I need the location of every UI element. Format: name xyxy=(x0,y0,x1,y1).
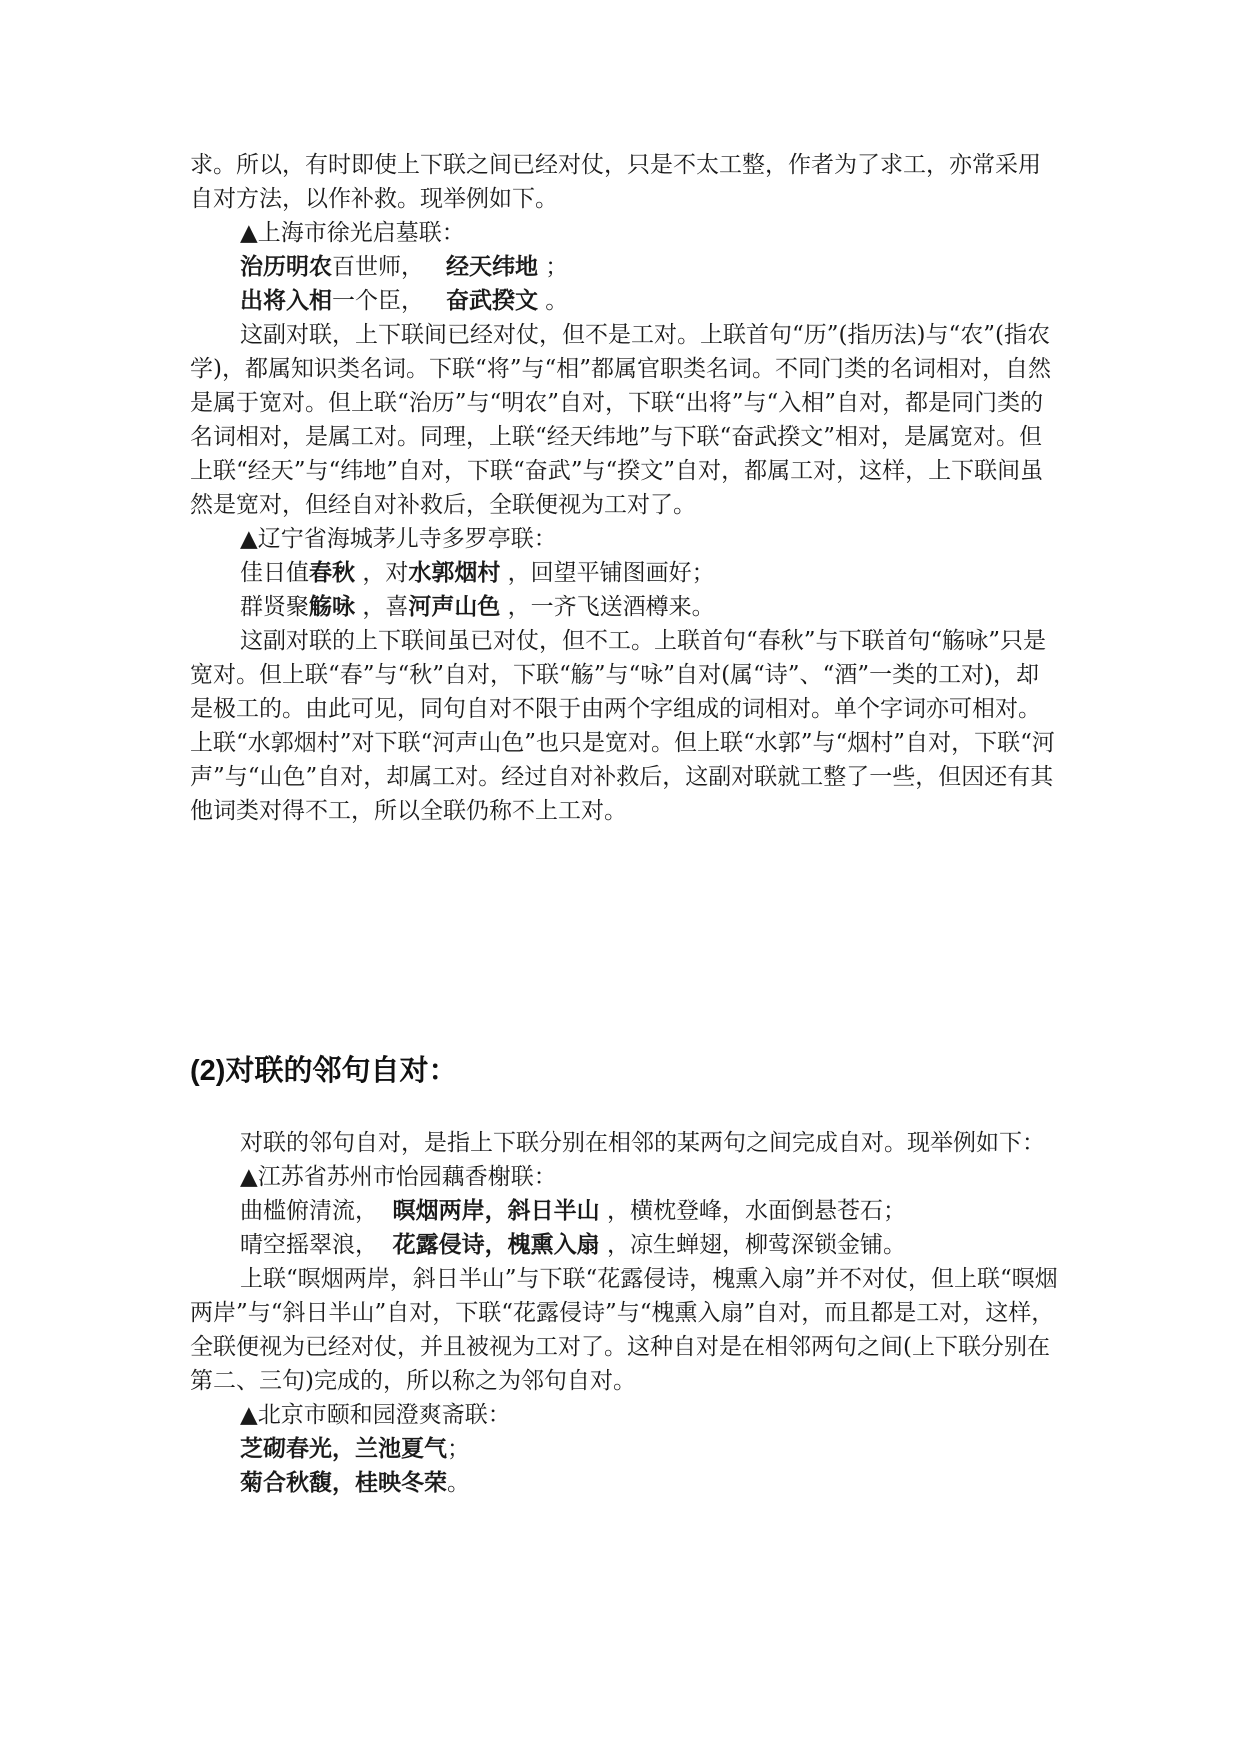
section-2-intro: 对联的邻句自对，是指上下联分别在相邻的某两句之间完成自对。现举例如下： xyxy=(240,1130,1045,1156)
couplet-2-upper-a: 佳日值 xyxy=(240,560,309,586)
couplet-3-lower-c: ，凉生蝉翅，柳莺深锁金铺。 xyxy=(606,1232,906,1258)
couplet-2-upper-bold-d: 水郭烟村 xyxy=(408,560,501,586)
couplet-3-upper-c: ，横枕登峰，水面倒悬苍石； xyxy=(606,1198,906,1224)
couplet-3-upper xyxy=(190,1194,1060,1228)
example-3-explanation: 上联“暝烟两岸，斜日半山”与下联“花露侵诗，槐熏入扇”并不对仗，但上联“暝烟两岸”与“斜日半山”自对，下联“花露侵诗”与“槐熏入扇”自对，而且都是工对，这样，全联便视为已经对仗，并且被视为工对了。这种自对是在相邻两句之间(上下联分别在第二、三句)完成的，所以称之为邻句自对。 xyxy=(190,1266,1058,1394)
couplet-1-upper-plain-b: 百世师， xyxy=(332,254,424,280)
intro-paragraph: 求。所以，有时即使上下联之间已经对仗，只是不太工整，作者为了求工，亦常采用自对方法，以作补救。现举例如下。 xyxy=(190,152,1041,212)
section-2-heading: (2)对联的邻句自对： xyxy=(190,1055,458,1087)
couplet-2-lower-bold-d: 河声山色 xyxy=(408,594,501,620)
couplet-2-upper xyxy=(190,556,1060,590)
couplet-3-lower-bold-b: 花露侵诗，槐熏入扇 xyxy=(392,1232,600,1258)
couplet-1-lower-bold-c: 奋武揆文 xyxy=(445,288,538,314)
couplet-3-lower-a: 晴空摇翠浪， xyxy=(240,1232,378,1258)
couplet-1-upper xyxy=(190,250,1060,284)
couplet-1-lower-plain-b: 一个臣， xyxy=(332,288,424,314)
couplet-4-upper-b: ； xyxy=(447,1436,470,1462)
couplet-2-upper-bold-b: 春秋 xyxy=(309,560,355,586)
couplet-1-lower xyxy=(190,284,1060,318)
couplet-3-upper-a: 曲槛俯清流， xyxy=(240,1198,378,1224)
example-2-title: ▲辽宁省海城茅儿寺多罗亭联： xyxy=(240,526,557,552)
couplet-1-lower-bold-a: 出将入相 xyxy=(240,288,332,314)
couplet-4-lower-bold-a: 菊合秋馥，桂映冬荣 xyxy=(240,1470,447,1496)
couplet-3-upper-bold-b: 暝烟两岸，斜日半山 xyxy=(392,1198,600,1224)
section-1 xyxy=(190,148,1060,828)
couplet-2-lower-c: ，喜 xyxy=(362,594,409,620)
couplet-4-upper-bold-a: 芝砌春光，兰池夏气 xyxy=(240,1436,447,1462)
couplet-1-lower-plain-d: 。 xyxy=(545,288,569,314)
example-4-title: ▲北京市颐和园澄爽斋联： xyxy=(240,1402,511,1428)
example-2-explanation: 这副对联的上下联间虽已对仗，但不工。上联首句“春秋”与下联首句“觞咏”只是宽对。但上联“春”与“秋”自对，下联“觞”与“咏”自对(属“诗”、“酒”一类的工对)，却是极工的。由此可见，同句自对不限于由两个字组成的词相对。单个字词亦可相对。上联“水郭烟村”对下联“河声山色”也只是宽对。但上联“水郭”与“烟村”自对，下联“河声”与“山色”自对，却属工对。经过自对补救后，这副对联就工整了一些，但因还有其他词类对得不工，所以全联仍称不上工对。 xyxy=(190,628,1055,824)
couplet-2-lower-a: 群贤聚 xyxy=(240,594,309,620)
couplet-2-lower-bold-b: 觞咏 xyxy=(309,594,355,620)
section-2 xyxy=(190,1126,1060,1500)
couplet-1-upper-bold-c: 经天纬地 xyxy=(445,254,538,280)
example-3-title: ▲江苏省苏州市怡园藕香榭联： xyxy=(240,1164,557,1190)
example-1-explanation: 这副对联，上下联间已经对仗，但不是工对。上联首句“历”(指历法)与“农”(指农学)，都属知识类名词。下联“将”与“相”都属官职类名词。不同门类的名词相对，自然是属于宽对。但上联“治历”与“明农”自对，下联“出将”与“入相”自对，都是同门类的名词相对，是属工对。同理，上联“经天纬地”与下联“奋武揆文”相对，是属宽对。但上联“经天”与“纬地”自对，下联“奋武”与“揆文”自对，都属工对，这样，上下联间虽然是宽对，但经自对补救后，全联便视为工对了。 xyxy=(190,322,1052,518)
couplet-4-lower-b: 。 xyxy=(447,1470,470,1496)
couplet-4-lower xyxy=(190,1466,1060,1500)
couplet-1-upper-plain-d: ； xyxy=(545,254,569,280)
couplet-3-lower xyxy=(190,1228,1060,1262)
couplet-2-upper-c: ，对 xyxy=(362,560,409,586)
couplet-1-upper-bold-a: 治历明农 xyxy=(240,254,332,280)
couplet-4-upper xyxy=(190,1432,1060,1466)
couplet-2-lower xyxy=(190,590,1060,624)
couplet-2-lower-e: ，一齐飞送酒樽来。 xyxy=(507,594,715,620)
couplet-2-upper-e: ，回望平铺图画好； xyxy=(507,560,715,586)
example-1-title: ▲上海市徐光启墓联： xyxy=(240,220,465,246)
